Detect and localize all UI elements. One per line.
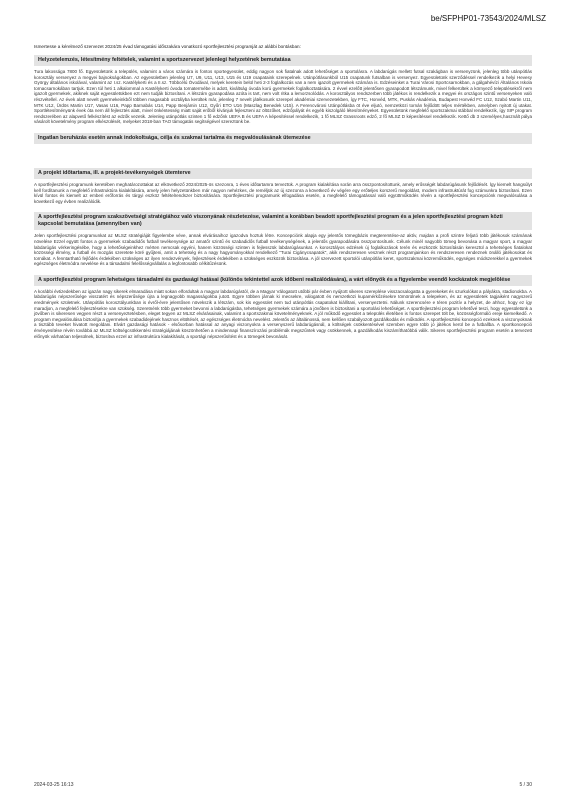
- section-helyzetelemzes: [34, 55, 532, 125]
- section-heading: A projekt időtartama, ill. a projekt-tevékenységek ütemterve: [34, 168, 532, 179]
- document-id: be/SFPHP01-73543/2024/MLSZ: [430, 14, 546, 23]
- document-body: [34, 44, 532, 347]
- footer-date: 2024-03-25 16:13: [34, 782, 74, 788]
- section-heading: Ingatlan beruházás esetén annak indokoltsága, célja és szakmai tartalma és megvalósulásának ütemezése: [34, 133, 532, 144]
- section-text: A sportfejlesztési programunk keretében meghatározottakat az elkövetkező 2024/2025-ös szezonra, 1 éves időtartamra terveztük. A program kialakítása során arra összpontosítottunk, amely erősségét labdarúgásunk fejlődését. Így kiemelt hangsúlyt kell fordítanunk a megfelelő infrastruktúra kialakítására, amely jelen helyzetünkben már nagyon nehézkes, de reméljük az új szezonra a következő év végére egy erőteljes korszerű megoldást, modern infrastruktúrát fog számunkra biztosítani. Ezen kívül fontos és kiemelt az emberi erőforrás és tárgyi eszköz feltételrendszer biztosítására. Sportfejlesztési programunk elfogadása esetén, a megfelelő támogatással való együttműködés révén a sportfejlesztési koncepciónk megvalósulása a következő egy évben realizálódik.: [34, 181, 532, 204]
- section-text: Jelen sportfejlesztési programunkat az MLSZ stratégiáját figyelembe véve, annak elvárásaihoz igazodva hoztuk létre. Koncepciónk alapja egy jelentős tömegbázis megteremtése-az aktív, majdan a profi szintre feljutó több játékosok számának növelése Ezzel együtt fontos a gyermekek szabadidős futball tevékenysége az amatőr szintű és szabadidős futball tevékenységének, a jelentős gyarapodására összpontosítunk. Célunk minél nagyobb tömeg bevonása a magyar sport, a magyar labdarúgás vérkeringésébe, hogy a lehetőségeinkhez mérten nemcsak egyéni, hanem közösségi szinten is fejlesszük labdarúgásunkat. A korosztályos edzések új foglalkozások terén és eszközök biztosításán keresztül a tehetséges fiatalokat közösségi élmény, a futball és mozgás szeretete köré gyűjteni, amit a tehetség és a nagy hagyományokkal rendelkező "Turai Cigánycsapatok", akik rendszeresen vesznek részt programjainkon és rendszeresen rendeznek önálló játékosokat és tornákat. A fenntartható fejlődés érdekében szükséges az ilyen rendezvények, fejlesztések érdekében a szükséges eszközök biztosítása. A jól szervezett sportolói utánpótlás keret, sportszakmai közreműködés, egységes módszerekkel a gyermekek egészséges életmódra nevelése és a társadalmi felelősségvállalás a legfontosabb célkitűzésünk.: [34, 233, 532, 267]
- section-heading: Helyzetelemzés, létesítmény feltételek, valamint a sportszervezet jelenlegi helyzetének bemutatása: [34, 55, 532, 66]
- section-text: Tura lakossága 7800 fő. Egyesületünk a település, valamint a város számára is fontos sportegyesület, eddig nagyon sok fiatalnak adott lehetőséget a sportolásra. A labdarúgás mellett futsal szakágban is versenyzünk, jelenleg több utánpótlás korosztály versenyez a megyei bajnokságokban. Az egyesületben jelenleg U7, U9, U11, U13, U15 és U19 csapataink szerepelnek. Utánpótlásunkból U15 csapatunk futsalban is versenyez. Egyesületünk szerződéssel rendelkezik a helyi Hevesy György általános iskolával, valamint az I.sz. Kastélykerti és a II.sz. Többcélú Óvodával, melyek keretein belül heti 2-3 foglalkozás van a nem igazolt gyermekek számára is. Edzéseinket a Turai Városi Sportcsarnokban, a gálgahévízi Általános Iskola tornacsarnokában tartjuk. Ezen túl heti 1 alkalommal a Kastélykerti óvoda tornatermébe is adott, kiváltság óvoda korú gyermekek foglalkoztatására. 2 évvel ezelőtt jelentősen gyarapodott létszámunk, mivel felkerültek a környező településekről nem igazolt gyermekek, akiknek saját egyesületükben ezt nem tudják biztosítani. A létszám gyarapodása azóta is tart, nem volt ritka a lemorzsolódás. A korosztályos rendszerben több játékos is rendelkezik a megyei és országos szintű versenyeken való részvétellel. Az évek alatt nevelt gyermekeinkből többen magasabb osztályba kerültek már, jelenleg 7 nevelt játékosunk szerepel akadémiai szervezetekben, így FTC, Honvéd, MTK, Puskás Akadémia, Budapest Honvéd FC U12, Szabó Martin U11, MTK U12, Ürdös Martin U17, Vasas U16, Papp Barnabás U14, Papp Benjámin U12, Győri ETO U16 (Maszlag Benedek U15). A Ferencvárosi Utánpótlásba öt éve eljutó, nemzetközi tornán fejlődött teljes mértékben, amelyben nyitott új utakat. Sportlétesítményünk évek óta nem áll fejlesztés alatt, mivel önkéntesség miatt saját erőből kívánjuk fejleszteni az öltözőket, edzőpályát és egyéb kiszolgáló létesítményeket. Egyesületünk megfelelő sportszakmai stábbal rendelkezik, így SIP program rendszerében az alapvető felkészítést az edzők vezetik. Jelenleg utánpótlás szinten 1 fő edzőnk UEFA B és UEFA A képesítéssel rendelkezik, 1 fő MLSZ Grassroots edző, 2 fő MLSZ D képesítéssel rendelkezik. Kettő db 3 személyes,használt pálya vásárolt követelmény program elkészülését, melyeket 2018-ban TAO támogatás segítségével szereztünk be.: [34, 69, 532, 125]
- section-heading: A sportfejlesztési program szakszövetségi stratégiához való viszonyának részletezése, valamint a korábban beadott sportfejlesztési program és a jelen sportfejlesztési program közti kapcsolat bemutatása (amennyiben van): [34, 212, 532, 230]
- section-heading: A sportfejlesztési program lehetséges társadalmi és gazdasági hatásai (különös tekintettel azok időbeni realizálódására), a várt előnyök és a figyelembe veendő kockázatok megjelölése: [34, 275, 532, 286]
- section-hatasok: [34, 275, 532, 339]
- section-idotartam: [34, 168, 532, 204]
- intro-text: Ismertesse a kérelmező szervezet 2024/25 évad támogatási időszakára vonatkozó sportfejlesztési programját az alábbi bontásban:: [34, 44, 301, 49]
- section-strategia: [34, 212, 532, 267]
- page-number: 5 / 30: [519, 782, 532, 788]
- section-text: A korábbi évtizedekben az igazán nagy sikerek elmaradása miatt sokan elfordultak a magyar labdarúgástól, de a Magyar Válogatott utóbbi pár évben nyújtott sikeres szereplése visszacsalogatta a gyerekeket és szurkolókat a pályákra, stadionokba. A labdarúgás népszerűsége visszatért és népszerűsége újra a legnagyobb magasságokba jutott. Egyre többen járnak ki mecsekre, válogatott és nemzetközi kupamérkőzésekre tömörülnek a telepeken, és az egyesületek tagjaiként nagyszerű eredmények születnek. Utánpótlás korosztályunkban is évről-évre jelentősen növekszik a létszám, sok kis egyesület nem tud utánpótlás csapatokat kiállítani, versenyeztetni. Nálunk szerencsére e téren pozitív a helyzet, de ahhoz, hogy ez így maradjon, a megfelelő fejlesztésekre van szükség. Szeretnénk több gyermeket bevonni a labdarúgásba, tehetséges gyermekek számára a jövőben is biztosítani a sportolási lehetőséget. A sportfejlesztési program lehetővé teszi, hogy egyesületünk a jövőben is sikeresen vegyen részt a versenyeztetésben, eleget tegyen az MLSZ elvárásainak, valamint a sportszakmai követelményeknek. A jól működő egyesület a település életében is fontos szerepet tölt be, közösségformáló ereje kiemelkedő. A program megvalósulása biztosítja a gyermekek szabadidejének hasznos eltöltését, az egészséges életmódra nevelést. Jelentős az általánossá, nem kellően szabályozott gazdálkodás és működés. A sportfejlesztési koncepció ezeknek a viszonyoknak a tisztább teveket hivatott megoldani. Elvárt gazdasági hatások - elsősorban hatással az anyagi viszonyokra a versenyszerű labdarúgásnál, a költségek csökkentésével szemben egyre több jó játékos kerül be a futballba. A sportkoncepció érvényesítése révén továbbá az MLSZ költségcsökkentési stratégiájának köszönhetően a mindennapi finanszírozási problémák megszűntek vagy csökkennek, a gazdálkodás kiszámíthatóbbá válik. Sikeres sportfejlesztési program esetén a tervezett előnyök várhatóan teljesülnek, biztosítva ezzel az infrastruktúra kialakítását, a sportági népszerűsítést és a tömegek bevonását.: [34, 288, 532, 339]
- section-ingatlan: [34, 133, 532, 168]
